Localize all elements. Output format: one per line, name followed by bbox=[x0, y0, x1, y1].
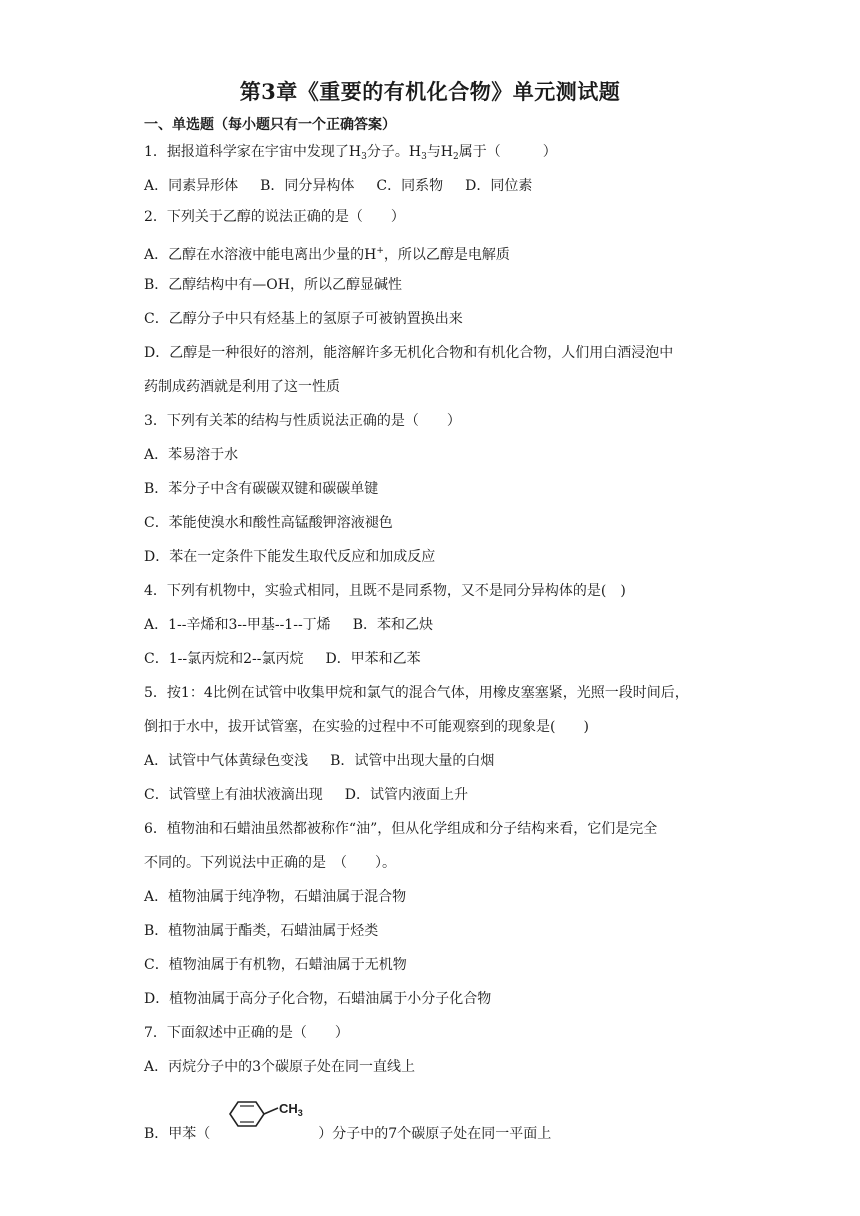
question-2-option-d: D．乙醇是一种很好的溶剂，能溶解许多无机化合物和有机化合物，人们用白酒浸泡中 bbox=[144, 345, 674, 361]
option-b: B．同分异构体 bbox=[260, 178, 355, 194]
question-6-option-c: C．植物油属于有机物，石蜡油属于无机物 bbox=[144, 957, 407, 973]
question-3-option-c: C．苯能使溴水和酸性高锰酸钾溶液褪色 bbox=[144, 515, 393, 531]
question-3-stem: 3．下列有关苯的结构与性质说法正确的是（ ） bbox=[144, 413, 461, 429]
question-5-options-ab: A．试管中气体黄绿色变浅 B．试管中出现大量的白烟 bbox=[144, 753, 495, 769]
question-6-option-b: B．植物油属于酯类，石蜡油属于烃类 bbox=[144, 923, 379, 939]
question-1-options bbox=[144, 176, 532, 196]
question-1-stem: 1．据报道科学家在宇宙中发现了$H_3$分子。$H_3$与$H_2$属于（ ） bbox=[144, 144, 557, 162]
question-2-option-d-cont: 药制成药酒就是利用了这一性质 bbox=[144, 379, 340, 395]
question-5-options-cd: C．试管壁上有油状液滴出现 D．试管内液面上升 bbox=[144, 787, 468, 803]
question-4-stem: 4．下列有机物中，实验式相同，且既不是同系物，又不是同分异构体的是( ) bbox=[144, 583, 626, 599]
question-2-option-b: B．乙醇结构中有—OH，所以乙醇显碱性 bbox=[144, 277, 402, 293]
option-c: C．同系物 bbox=[376, 178, 444, 194]
section-heading: 一、单选题（每小题只有一个正确答案） bbox=[144, 117, 396, 133]
question-7-option-b: B．甲苯（ ）分子中的7个碳原子处在同一平面上 bbox=[144, 1126, 552, 1142]
question-7-option-a: A．丙烷分子中的3个碳原子处在同一直线上 bbox=[144, 1059, 416, 1075]
question-6-option-d: D．植物油属于高分子化合物，石蜡油属于小分子化合物 bbox=[144, 991, 492, 1007]
question-6-option-a: A．植物油属于纯净物，石蜡油属于混合物 bbox=[144, 889, 407, 905]
svg-text:CH3: $CH_3$ bbox=[279, 1101, 303, 1118]
question-2-stem: 2．下列关于乙醇的说法正确的是（ ） bbox=[144, 209, 405, 225]
question-7-stem: 7．下面叙述中正确的是（ ） bbox=[144, 1025, 349, 1041]
question-3-option-d: D．苯在一定条件下能发生取代反应和加成反应 bbox=[144, 549, 436, 565]
question-6-stem-cont: 不同的。下列说法中正确的是 （ ）。 bbox=[144, 855, 396, 871]
question-2-option-a: A．乙醇在水溶液中能电离出少量的H+，所以乙醇是电解质 bbox=[144, 246, 510, 263]
question-2-option-c: C．乙醇分子中只有烃基上的氢原子可被钠置换出来 bbox=[144, 311, 463, 327]
question-4-options-cd: C．1--氯丙烷和2--氯丙烷 D．甲苯和乙苯 bbox=[144, 651, 421, 667]
option-a: A．同素异形体 bbox=[144, 178, 239, 194]
question-4-options-ab: A．1--辛烯和3--甲基--1--丁烯 B．苯和乙炔 bbox=[144, 617, 433, 633]
page-title: 第3章《重要的有机化合物》单元测试题 bbox=[239, 79, 621, 104]
question-3-option-b: B．苯分子中含有碳碳双键和碳碳单键 bbox=[144, 481, 379, 497]
question-5-stem-cont: 倒扣于水中，拔开试管塞，在实验的过程中不可能观察到的现象是( ) bbox=[144, 719, 589, 735]
option-d: D．同位素 bbox=[465, 178, 533, 194]
question-5-stem: 5．按1：4比例在试管中收集甲烷和氯气的混合气体，用橡皮塞塞紧，光照一段时间后， bbox=[144, 685, 689, 701]
question-6-stem: 6．植物油和石蜡油虽然都被称作“油”，但从化学组成和分子结构来看，它们是完全 bbox=[144, 821, 658, 837]
question-3-option-a: A．苯易溶于水 bbox=[144, 447, 239, 463]
toluene-structure-icon bbox=[218, 1094, 318, 1134]
